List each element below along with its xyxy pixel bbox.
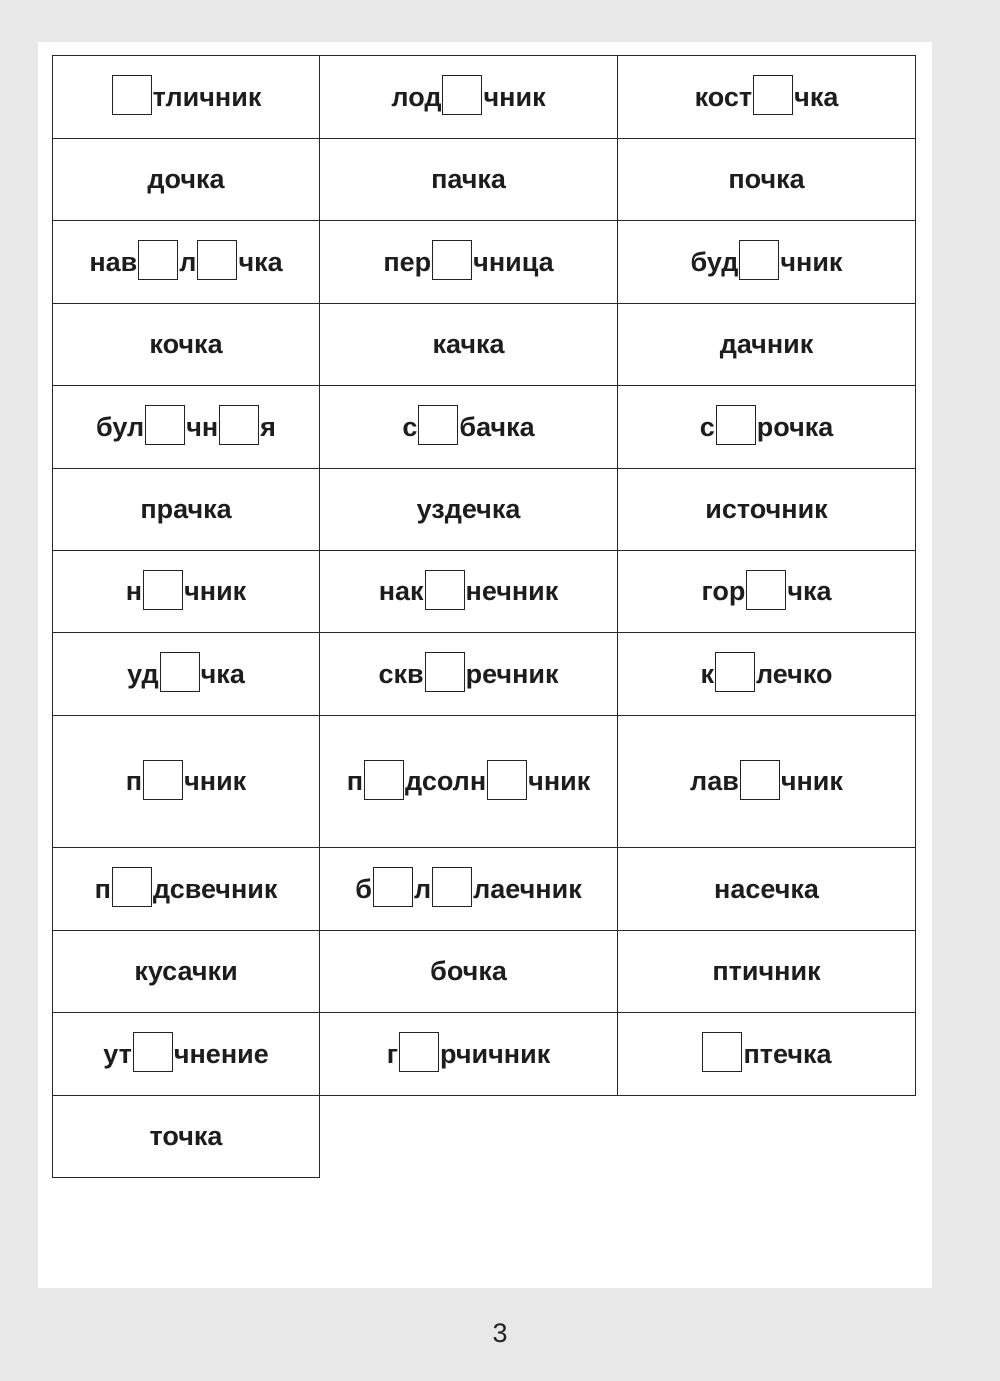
word-fragment: дачник [719, 329, 814, 359]
word-fragment: ут [103, 1038, 132, 1069]
word-cell [618, 469, 916, 551]
word-cell [320, 386, 618, 469]
word-cell [320, 304, 618, 386]
word-fragment: п [125, 766, 143, 796]
table-row [53, 386, 916, 469]
word-fragment: л [413, 873, 432, 904]
missing-letter-box[interactable] [373, 867, 413, 907]
word-cell [53, 551, 320, 633]
word-cell [53, 1096, 320, 1178]
word-fragment: чн [186, 411, 219, 442]
word-fragment: птичник [712, 956, 821, 986]
missing-letter-box[interactable] [432, 240, 472, 280]
missing-letter-box[interactable] [432, 867, 472, 907]
word-fragment: уд [127, 658, 159, 689]
missing-letter-box[interactable] [133, 1032, 173, 1072]
word-fragment: с [402, 411, 418, 442]
word-cell [320, 1013, 618, 1096]
word-fragment: чник [780, 246, 843, 277]
word-cell [618, 386, 916, 469]
word-fragment: чник [780, 766, 843, 796]
word-fragment: к [700, 658, 715, 689]
word-fragment: чка [794, 81, 839, 112]
page-number: 3 [492, 1318, 508, 1348]
word-cell [53, 848, 320, 931]
word-cell [320, 221, 618, 304]
word-cell [618, 848, 916, 931]
word-fragment: речник [465, 658, 559, 689]
word-fragment: нечник [465, 576, 559, 606]
word-cell [618, 304, 916, 386]
word-fragment: кочка [149, 329, 223, 359]
word-cell [618, 139, 916, 221]
word-fragment: рочка [756, 411, 834, 442]
table-row [53, 304, 916, 386]
word-cell [53, 1013, 320, 1096]
table-row [53, 1096, 916, 1178]
word-cell [320, 551, 618, 633]
word-cell [618, 56, 916, 139]
missing-letter-box[interactable] [112, 867, 152, 907]
table-row [53, 848, 916, 931]
word-cell [618, 221, 916, 304]
word-fragment: чник [528, 766, 591, 796]
word-fragment: птечка [743, 1038, 832, 1069]
missing-letter-box[interactable] [715, 652, 755, 692]
table-row [53, 716, 916, 848]
word-fragment: дсвечник [152, 873, 278, 904]
word-fragment: чник [483, 81, 546, 112]
word-fragment: гор [701, 576, 746, 606]
table-row [53, 1013, 916, 1096]
word-cell [618, 931, 916, 1013]
missing-letter-box[interactable] [753, 75, 793, 115]
word-fragment: лав [690, 766, 739, 796]
word-cell [320, 139, 618, 221]
missing-letter-box[interactable] [418, 405, 458, 445]
missing-letter-box[interactable] [145, 405, 185, 445]
missing-letter-box[interactable] [746, 570, 786, 610]
word-fragment: скв [378, 658, 424, 689]
word-cell [618, 716, 916, 848]
word-fragment: дсолн [405, 766, 487, 796]
word-cell [53, 386, 320, 469]
missing-letter-box[interactable] [442, 75, 482, 115]
word-fragment: бочка [430, 956, 507, 986]
word-cell [53, 56, 320, 139]
missing-letter-box[interactable] [425, 652, 465, 692]
word-fragment: лечко [756, 658, 833, 689]
word-cell [320, 56, 618, 139]
word-cell [53, 931, 320, 1013]
missing-letter-box[interactable] [364, 760, 404, 800]
word-fragment: бул [96, 411, 145, 442]
word-fragment: чник [184, 766, 247, 796]
word-cell [53, 716, 320, 848]
missing-letter-box[interactable] [160, 652, 200, 692]
word-fragment: кусачки [134, 956, 238, 986]
word-fragment: рчичник [440, 1038, 551, 1069]
word-fragment: я [260, 411, 276, 442]
word-cell [320, 848, 618, 931]
missing-letter-box[interactable] [425, 570, 465, 610]
word-cell [53, 304, 320, 386]
word-cell [618, 551, 916, 633]
word-cell [320, 931, 618, 1013]
missing-letter-box[interactable] [219, 405, 259, 445]
missing-letter-box[interactable] [112, 75, 152, 115]
word-fragment: прачка [140, 494, 232, 524]
word-cell [320, 469, 618, 551]
missing-letter-box[interactable] [399, 1032, 439, 1072]
word-fragment: почка [728, 164, 805, 194]
word-fragment: с [699, 411, 715, 442]
word-cell [53, 633, 320, 716]
word-fragment: чник [184, 576, 247, 606]
word-cell [53, 139, 320, 221]
word-cell [53, 221, 320, 304]
word-fragment: чка [787, 576, 832, 606]
word-cell [320, 716, 618, 848]
word-fragment: чнение [173, 1038, 269, 1069]
word-fragment: лаечник [473, 873, 582, 904]
table-row [53, 139, 916, 221]
table-row [53, 56, 916, 139]
missing-letter-box[interactable] [716, 405, 756, 445]
word-fragment: нак [378, 576, 424, 606]
word-fragment: кост [694, 81, 753, 112]
word-cell [618, 1013, 916, 1096]
missing-letter-box[interactable] [740, 760, 780, 800]
word-fragment: нав [89, 246, 138, 277]
word-fragment: чница [473, 246, 554, 277]
missing-letter-box[interactable] [143, 570, 183, 610]
missing-letter-box[interactable] [739, 240, 779, 280]
word-fragment: пер [383, 246, 432, 277]
word-cell [320, 633, 618, 716]
word-cell [53, 469, 320, 551]
word-fragment: г [386, 1038, 399, 1069]
word-fragment: пачка [431, 164, 506, 194]
word-fragment: источник [705, 494, 828, 524]
missing-letter-box[interactable] [138, 240, 178, 280]
word-fragment: тличник [152, 81, 262, 112]
word-fragment: уздечка [416, 494, 521, 524]
table-row [53, 931, 916, 1013]
word-fragment: точка [149, 1121, 223, 1151]
word-cell [618, 633, 916, 716]
table-row [53, 633, 916, 716]
word-fragment: чка [200, 658, 245, 689]
word-fragment: п [94, 873, 111, 904]
word-table [52, 55, 916, 1178]
missing-letter-box[interactable] [487, 760, 527, 800]
word-fragment: бачка [459, 411, 535, 442]
word-fragment: н [125, 576, 143, 606]
table-row [53, 469, 916, 551]
word-fragment: буд [690, 246, 739, 277]
word-fragment: б [355, 873, 372, 904]
missing-letter-box[interactable] [197, 240, 237, 280]
table-row [53, 551, 916, 633]
word-fragment: л [179, 246, 197, 277]
word-fragment: п [346, 766, 364, 796]
word-fragment: лод [391, 81, 442, 112]
word-fragment: дочка [147, 164, 225, 194]
word-fragment: насечка [714, 873, 819, 904]
word-fragment: качка [432, 329, 505, 359]
word-fragment: чка [238, 246, 283, 277]
missing-letter-box[interactable] [143, 760, 183, 800]
missing-letter-box[interactable] [702, 1032, 742, 1072]
table-row [53, 221, 916, 304]
